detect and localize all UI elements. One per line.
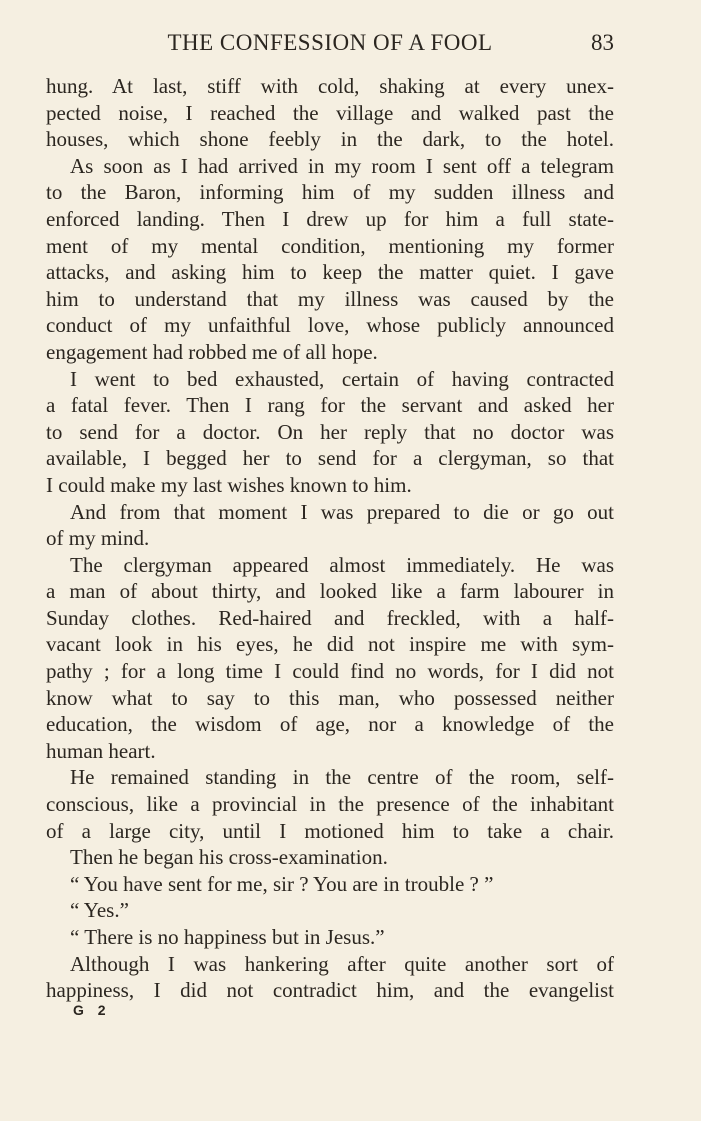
page-number: 83 [591, 30, 614, 55]
running-title: THE CONFESSION OF A FOOL [167, 30, 493, 55]
text-line: a fatal fever. Then I rang for the servant and asked her [46, 393, 614, 418]
text-line: pathy ; for a long time I could find no words, for I did not [46, 659, 614, 684]
text-line: human heart. [46, 738, 156, 763]
text-line: education, the wisdom of age, nor a knowledge of the [46, 712, 614, 737]
text-line: vacant look in his eyes, he did not inspire me with sym- [46, 632, 614, 657]
text-line: conduct of my unfaithful love, whose publicly announced [46, 313, 614, 338]
text-line: engagement had robbed me of all hope. [46, 339, 378, 364]
running-head [46, 26, 614, 60]
text-line: Although I was hankering after quite another sort of [70, 951, 614, 976]
text-line: conscious, like a provincial in the presence of the inhabitant [46, 792, 614, 817]
text-line: happiness, I did not contradict him, and the evangelist [46, 978, 614, 1003]
text-line: know what to say to this man, who possessed neither [46, 685, 614, 710]
text-line: of my mind. [46, 526, 150, 551]
text-line: As soon as I had arrived in my room I sent off a telegram [70, 153, 614, 178]
text-line: of a large city, until I motioned him to take a chair. [46, 818, 614, 843]
text-line: The clergyman appeared almost immediately. He was [70, 552, 614, 577]
text-line: attacks, and asking him to keep the matter quiet. I gave [46, 260, 614, 285]
text-line: to the Baron, informing him of my sudden illness and [46, 180, 614, 205]
text-line: ment of my mental condition, mentioning my former [46, 233, 614, 258]
text-line: I went to bed exhausted, certain of having contracted [70, 366, 614, 391]
body-text [46, 73, 614, 1004]
text-line: houses, which shone feebly in the dark, to the hotel. [46, 127, 614, 152]
text-line: pected noise, I reached the village and walked past the [46, 100, 614, 125]
text-line: available, I begged her to send for a clergyman, so that [46, 446, 614, 471]
text-line: Sunday clothes. Red-haired and freckled, with a half- [46, 605, 614, 630]
text-line: hung. At last, stiff with cold, shaking at every unex- [46, 74, 614, 98]
text-line: He remained standing in the centre of the room, self- [70, 765, 614, 790]
text-line: “ You have sent for me, sir ? You are in trouble ? ” [70, 871, 494, 896]
text-line: “ There is no happiness but in Jesus.” [70, 925, 385, 949]
text-line: enforced landing. Then I drew up for him a full state- [46, 206, 614, 231]
signature-mark: G 2 [73, 1002, 111, 1018]
text-line: “ Yes.” [70, 898, 129, 923]
text-line: a man of about thirty, and looked like a farm labourer in [46, 579, 614, 604]
text-line: I could make my last wishes known to him. [46, 472, 412, 497]
text-line: Then he began his cross-examination. [70, 845, 388, 870]
text-line: And from that moment I was prepared to die or go out [70, 499, 614, 524]
text-line: to send for a doctor. On her reply that no doctor was [46, 419, 614, 444]
text-line: him to understand that my illness was caused by the [46, 286, 614, 311]
